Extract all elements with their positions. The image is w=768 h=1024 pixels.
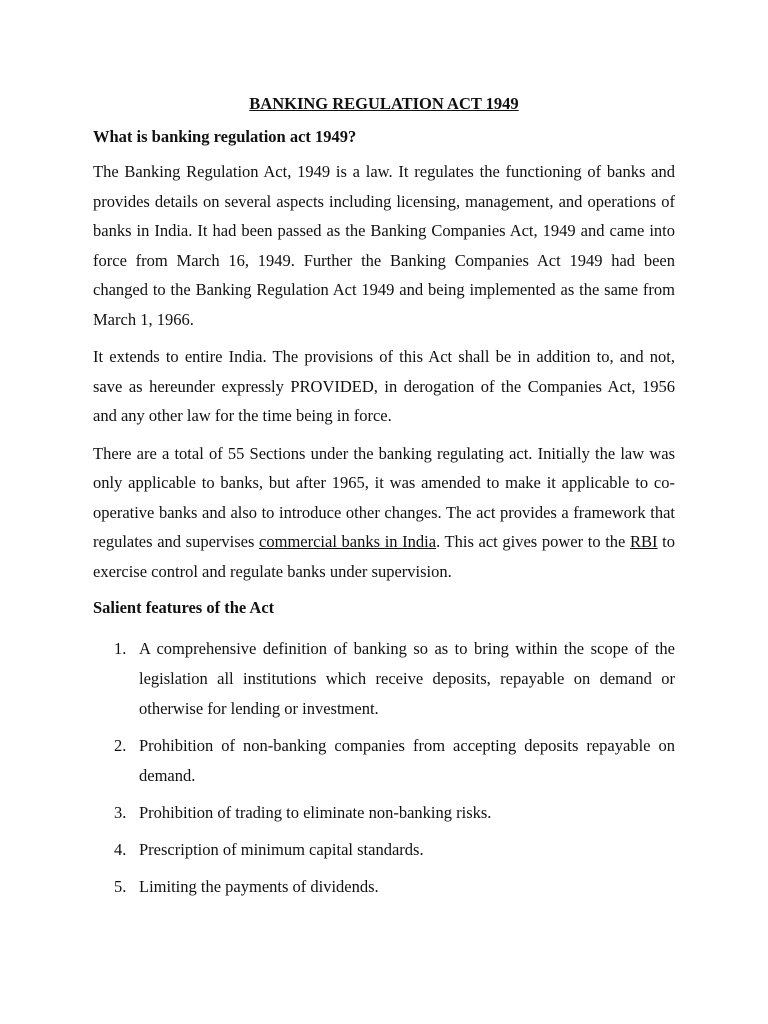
list-item (93, 872, 675, 902)
paragraph-sections-text-2: . This act gives power to the (436, 532, 631, 551)
list-item (93, 798, 675, 828)
paragraph-sections-text-1: There are a total of 55 Sections under the banking regulating act. Initially the law was only applicable to banks, but after 1965, it was amended to make it applicable to co-operative banks and also to introduce other changes. The act provides a framework that regulates and supervises (93, 443, 675, 551)
commercial-banks-link[interactable]: commercial banks in India (259, 532, 437, 551)
features-heading: Salient features of the Act (93, 598, 275, 617)
paragraph-definition: The Banking Regulation Act, 1949 is a law. It regulates the functioning of banks and provides details on several aspects including licensing, management, and operations of banks in India. It had been passed as the Banking Companies Act, 1949 and came into force from March 16, 1949. Further the Banking Companies Act 1949 had been changed to the Banking Regulation Act 1949 and being implemented as the same from March 1, 1966. (93, 162, 675, 329)
list-item-number: 3. (114, 803, 127, 822)
list-item-text: Prescription of minimum capital standards. (139, 840, 424, 859)
paragraph-sections (93, 439, 675, 587)
features-list (93, 634, 675, 902)
document-title: BANKING REGULATION ACT 1949 (249, 94, 519, 113)
list-item-text: Prohibition of non-banking companies from accepting deposits repayable on demand. (139, 736, 675, 785)
list-item-number: 1. (114, 639, 127, 658)
rbi-link[interactable]: RBI (630, 532, 658, 551)
paragraph-extent: It extends to entire India. The provisions of this Act shall be in addition to, and not, save as hereunder expressly PROVIDED, in derogation of the Companies Act, 1956 and any other law for the time being in force. (93, 347, 675, 425)
paragraph-sections-text-3: to exercise control and regulate banks under supervision. (93, 532, 676, 581)
list-item-text: A comprehensive definition of banking so as to bring within the scope of the legislation all institutions which receive deposits, repayable on demand or otherwise for lending or investment. (139, 639, 675, 718)
list-item (93, 835, 675, 865)
list-item (93, 634, 675, 724)
list-item (93, 731, 675, 791)
list-item-number: 2. (114, 736, 127, 755)
list-item-number: 4. (114, 840, 127, 859)
list-item-text: Prohibition of trading to eliminate non-banking risks. (139, 803, 492, 822)
list-item-text: Limiting the payments of dividends. (139, 877, 379, 896)
list-item-number: 5. (114, 877, 127, 896)
question-heading: What is banking regulation act 1949? (93, 127, 357, 146)
